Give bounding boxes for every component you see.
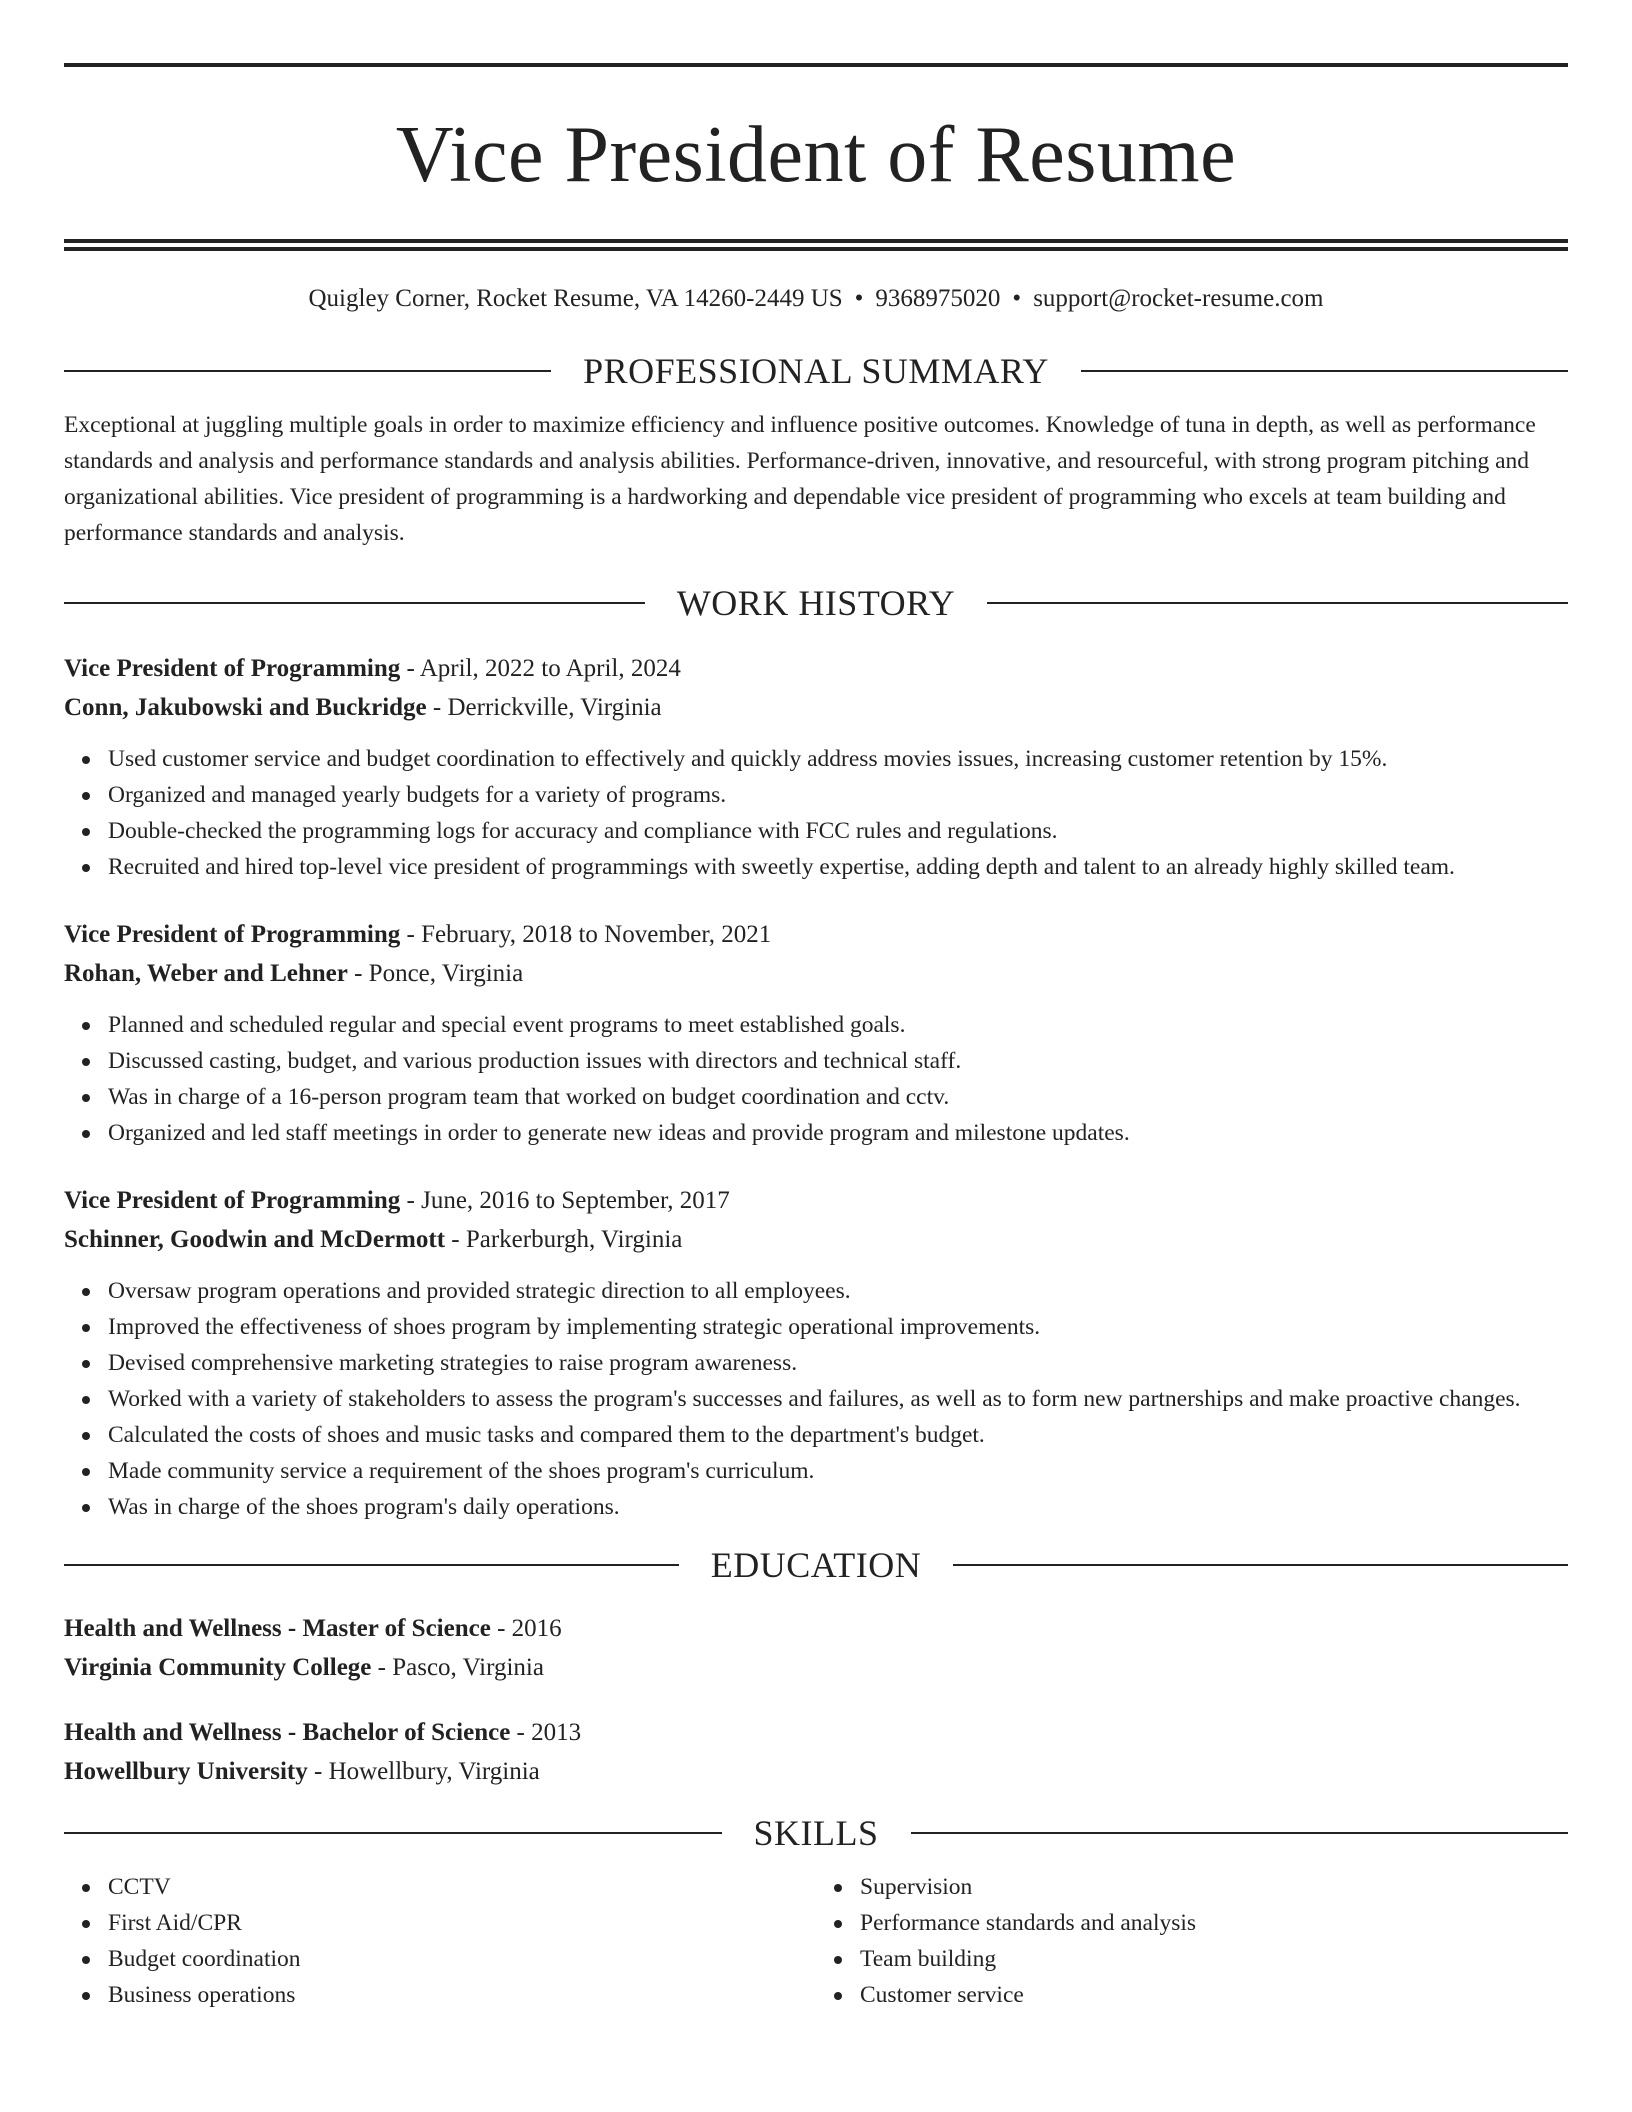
section-header-work: [64, 581, 1568, 625]
divider: [64, 370, 551, 372]
job-bullets: [64, 741, 1568, 885]
list-item: Was in charge of the shoes program's daily operations.: [108, 1489, 1568, 1525]
divider: [64, 1564, 679, 1566]
job-title: Vice President of Programming: [64, 921, 401, 948]
school-line: [64, 1752, 1568, 1791]
divider: [953, 1564, 1568, 1566]
resume-title: Vice President of Resume: [395, 111, 1237, 199]
list-item: Used customer service and budget coordination to effectively and quickly address movies issues, increasing customer retention by 15%.: [108, 741, 1568, 777]
skill-item: Team building: [860, 1941, 1568, 1977]
job-company: Rohan, Weber and Lehner: [64, 960, 348, 987]
divider: [64, 1832, 722, 1834]
section-title: PROFESSIONAL SUMMARY: [583, 351, 1049, 391]
list-item: Was in charge of a 16-person program team that worked on budget coordination and cctv.: [108, 1079, 1568, 1115]
education-entry: [64, 1609, 1568, 1687]
skills-grid: [64, 1869, 1568, 2013]
job-dates: - June, 2016 to September, 2017: [400, 1187, 730, 1214]
job-location: - Ponce, Virginia: [347, 960, 524, 987]
job-company-line: [64, 688, 1568, 727]
job-bullets: [64, 1273, 1568, 1525]
section-title: SKILLS: [753, 1813, 879, 1853]
education-entry: [64, 1713, 1568, 1791]
job-dates: - April, 2022 to April, 2024: [400, 655, 681, 682]
school-location: - Howellbury, Virginia: [307, 1758, 540, 1785]
job-company: Schinner, Goodwin and McDermott: [64, 1226, 446, 1253]
list-item: Made community service a requirement of the shoes program's curriculum.: [108, 1453, 1568, 1489]
job-title: Vice President of Programming: [64, 655, 401, 682]
section-header-skills: [64, 1811, 1568, 1855]
summary-text: Exceptional at juggling multiple goals in order to maximize efficiency and influence positive outcomes. Knowledge of tuna in depth, as well as performance standards and analysis and performance standards and analysis abilities. Performance-driven, innovative, and resourceful, with strong program pitching and organizational abilities. Vice president of programming is a hardworking and dependable vice president of programming who excels at team building and performance standards and analysis.: [64, 412, 1536, 546]
skill-item: CCTV: [108, 1869, 816, 1905]
section-title: WORK HISTORY: [676, 583, 956, 623]
job-location: - Derrickville, Virginia: [426, 694, 662, 721]
divider: [987, 602, 1568, 604]
divider: [911, 1832, 1569, 1834]
skills-column-right: [816, 1869, 1568, 2013]
top-rule: [64, 63, 1568, 67]
list-item: Organized and managed yearly budgets for a variety of programs.: [108, 777, 1568, 813]
school-location: - Pasco, Virginia: [371, 1654, 544, 1681]
list-item: Calculated the costs of shoes and music tasks and compared them to the department's budget.: [108, 1417, 1568, 1453]
list-item: Devised comprehensive marketing strategies to raise program awareness.: [108, 1345, 1568, 1381]
job-company-line: [64, 1220, 1568, 1259]
job-entry: [64, 915, 1568, 1151]
job-company: Conn, Jakubowski and Buckridge: [64, 694, 427, 721]
job-company-line: [64, 954, 1568, 993]
divider: [64, 602, 645, 604]
list-item: Recruited and hired top-level vice president of programmings with sweetly expertise, adding depth and talent to an already highly skilled team.: [108, 849, 1568, 885]
list-item: Discussed casting, budget, and various production issues with directors and technical staff.: [108, 1043, 1568, 1079]
contact-line: [64, 283, 1568, 315]
school: Virginia Community College: [64, 1654, 372, 1681]
job-dates: - February, 2018 to November, 2021: [400, 921, 772, 948]
job-entry: [64, 649, 1568, 885]
skill-item: Performance standards and analysis: [860, 1905, 1568, 1941]
contact-separator: •: [854, 285, 864, 312]
school-line: [64, 1648, 1568, 1687]
skill-item: First Aid/CPR: [108, 1905, 816, 1941]
skill-item: Business operations: [108, 1977, 816, 2013]
section-title: EDUCATION: [710, 1545, 922, 1585]
degree-year: - 2013: [510, 1719, 582, 1746]
skill-item: Budget coordination: [108, 1941, 816, 1977]
skill-item: Supervision: [860, 1869, 1568, 1905]
list-item: Improved the effectiveness of shoes program by implementing strategic operational improvements.: [108, 1309, 1568, 1345]
contact-email: support@rocket-resume.com: [1033, 285, 1324, 312]
job-location: - Parkerburgh, Virginia: [445, 1226, 683, 1253]
job-title-line: [64, 649, 1568, 688]
skills-column-left: [64, 1869, 816, 2013]
section-header-summary: [64, 349, 1568, 393]
job-entry: [64, 1181, 1568, 1525]
degree: Health and Wellness - Bachelor of Science: [64, 1719, 511, 1746]
contact-phone: 9368975020: [875, 285, 1001, 312]
degree-year: - 2016: [490, 1615, 562, 1642]
skill-item: Customer service: [860, 1977, 1568, 2013]
list-item: Worked with a variety of stakeholders to assess the program's successes and failures, as well as to form new partnerships and make proactive changes.: [108, 1381, 1568, 1417]
contact-address: Quigley Corner, Rocket Resume, VA 14260-2449 US: [308, 285, 843, 312]
job-bullets: [64, 1007, 1568, 1151]
divider: [1081, 370, 1568, 372]
list-item: Organized and led staff meetings in order to generate new ideas and provide program and milestone updates.: [108, 1115, 1568, 1151]
job-title-line: [64, 1181, 1568, 1220]
degree-line: [64, 1713, 1568, 1752]
list-item: Planned and scheduled regular and special event programs to meet established goals.: [108, 1007, 1568, 1043]
degree: Health and Wellness - Master of Science: [64, 1615, 491, 1642]
section-header-education: [64, 1543, 1568, 1587]
list-item: Double-checked the programming logs for accuracy and compliance with FCC rules and regulations.: [108, 813, 1568, 849]
list-item: Oversaw program operations and provided strategic direction to all employees.: [108, 1273, 1568, 1309]
degree-line: [64, 1609, 1568, 1648]
double-rule: [64, 239, 1568, 251]
job-title-line: [64, 915, 1568, 954]
school: Howellbury University: [64, 1758, 308, 1785]
contact-separator: •: [1012, 285, 1022, 312]
job-title: Vice President of Programming: [64, 1187, 401, 1214]
